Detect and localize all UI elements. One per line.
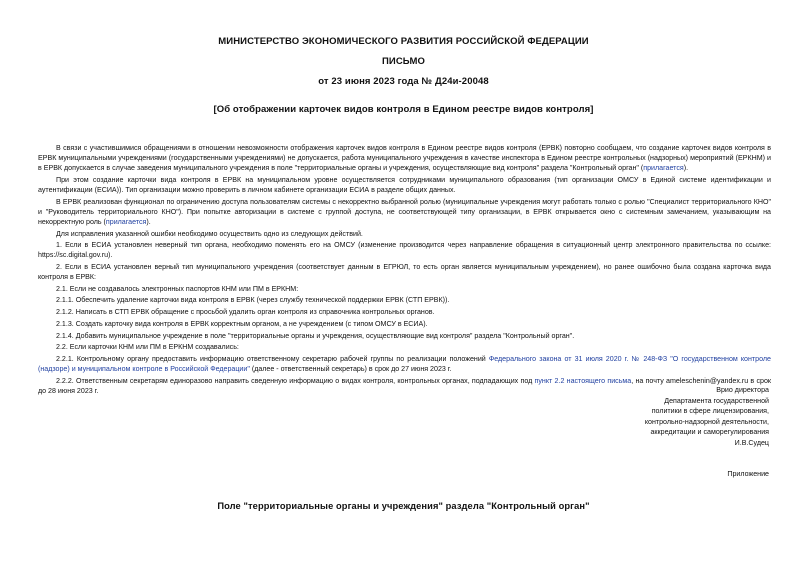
paragraph-text: , на почту ameleschenin@yandex.ru в срок до 28 июня 2023 г. xyxy=(38,376,772,395)
paragraph-text: В ЕРВК реализован функционал по ограничению доступа пользователям системы с некорректно выбранной ролью (муниципальные учреждения могут работать только с ролью "Специалист территориального КНО" и "Руководитель территориального КНО"). При попытке авторизации в системе с группой доступа, не соответствующей типу организации, в ЕРВК открывается окно с системным замечанием, указывающим на некорректную роль ( xyxy=(38,197,771,226)
clause-link[interactable]: пункт 2.2 настоящего письма xyxy=(534,376,632,385)
letter-body xyxy=(38,143,771,397)
paragraph: Для исправления указанной ошибки необходимо осуществить одно из следующих действий. xyxy=(56,229,363,238)
paragraph-text: (далее - ответственный секретарь) в срок до 27 июня 2023 г. xyxy=(249,365,452,373)
paragraph: 2.1.4. Добавить муниципальное учреждение в поле "территориальные органы и учреждения, осуществляющие вид контроля" раздела "Контрольный орган". xyxy=(56,331,575,340)
appendix-title: Поле "территориальные органы и учреждения" раздела "Контрольный орган" xyxy=(217,501,590,511)
paragraph: 2.1.3. Создать карточку вида контроля в ЕРВК корректным органом, а не учреждением (с типом ОМСУ в ЕСИА). xyxy=(56,319,428,328)
paragraph-text: ). xyxy=(146,217,151,226)
paragraph: 2.1. Если не создавалось электронных паспортов КНМ или ПМ в ЕРКНМ: xyxy=(56,284,299,293)
signature-name: И.В.Судец xyxy=(734,438,769,447)
signature-line: аккредитации и саморегулирования xyxy=(650,428,769,437)
appendix-label: Приложение xyxy=(727,470,769,478)
signature-block xyxy=(529,385,769,449)
paragraph-text: ). xyxy=(683,164,689,173)
paragraph: 2.1.1. Обеспечить удаление карточки вида контроля в ЕРВК (через службу технической поддержки ЕРВК (СТП ЕРВК)). xyxy=(56,296,450,305)
paragraph-text: 2.2.2. Ответственным секретарям единоразово направить сведенную информацию о видах контроля, контрольных органах, подпадающих под xyxy=(56,376,535,385)
law-link[interactable]: Федерального закона от 31 июля 2020 г. № 248-ФЗ "О государственном контроле (надзоре) и муниципальном контроле в Российской Федерации" xyxy=(38,354,771,373)
paragraph: 1. Если в ЕСИА установлен неверный тип органа, необходимо поменять его на ОМСУ (изменение производится через направление обращения в ситуационный центр электронного правительства по ссылке: https://sc.digital.gov.ru). xyxy=(38,241,771,260)
paragraph: При этом создание карточки вида контроля в ЕРВК на муниципальном уровне осуществляется сотрудниками муниципального образования (тип организации ОМСУ в Единой системе идентификации и аутентификации (ЕСИА)). Тип организации можно проверить в личном кабинете организации ЕСИА в разделе общих данных. xyxy=(38,175,771,194)
signature-line: контрольно-надзорной деятельности, xyxy=(644,417,769,426)
attachment-link[interactable]: прилагается xyxy=(643,164,684,173)
paragraph: 2. Если в ЕСИА установлен верный тип муниципального учреждения (соответствует данным в ЕГРЮЛ, то есть орган является муниципальным учреждением), но ранее ошибочно была создана карточка вида контроля в ЕРВК: xyxy=(38,263,771,282)
subject-heading: [Об отображении карточек видов контроля в Едином реестре видов контроля] xyxy=(213,104,594,115)
signature-line: Врио директора xyxy=(716,386,769,394)
doc-type: ПИСЬМО xyxy=(381,56,425,67)
date-number: от 23 июня 2023 года № Д24и-20048 xyxy=(318,76,489,87)
paragraph: 2.1.2. Написать в СТП ЕРВК обращение с просьбой удалить орган контроля из справочника контрольных органов. xyxy=(56,308,435,317)
paragraph: 2.2. Если карточки КНМ или ПМ в ЕРКНМ создавались: xyxy=(56,343,239,352)
paragraph xyxy=(38,354,771,374)
ministry-heading: МИНИСТЕРСТВО ЭКОНОМИЧЕСКОГО РАЗВИТИЯ РОССИЙСКОЙ ФЕДЕРАЦИИ xyxy=(218,36,589,47)
signature-line: Департамента государственной xyxy=(664,396,769,405)
paragraph-text: 2.2.1. Контрольному органу предоставить информацию ответственному секретарю рабочей группы по реализации положений xyxy=(56,354,489,363)
paragraph-text: В связи с участившимися обращениями в отношении невозможности отображения карточек видов контроля в Едином реестре видов контроля (ЕРВК) повторно сообщаем, что создание карточек видов контроля в ЕРВК муниципальными учреждениями (государственными учреждениями) не допускается, работа муниципального учреждения в качестве инспектора в Едином реестре контрольных (надзорных) мероприятий (ЕРКНМ) и в ЕРВК допускается в случае заведения муниципального учреждения в поле "территориальные органы и учреждения, осуществляющие вид контроля" раздела "Контрольный орган" ( xyxy=(38,144,771,173)
signature-line: политики в сфере лицензирования, xyxy=(651,407,769,416)
paragraph xyxy=(38,197,771,227)
paragraph xyxy=(38,143,771,173)
attachment-link[interactable]: прилагается xyxy=(105,217,147,226)
